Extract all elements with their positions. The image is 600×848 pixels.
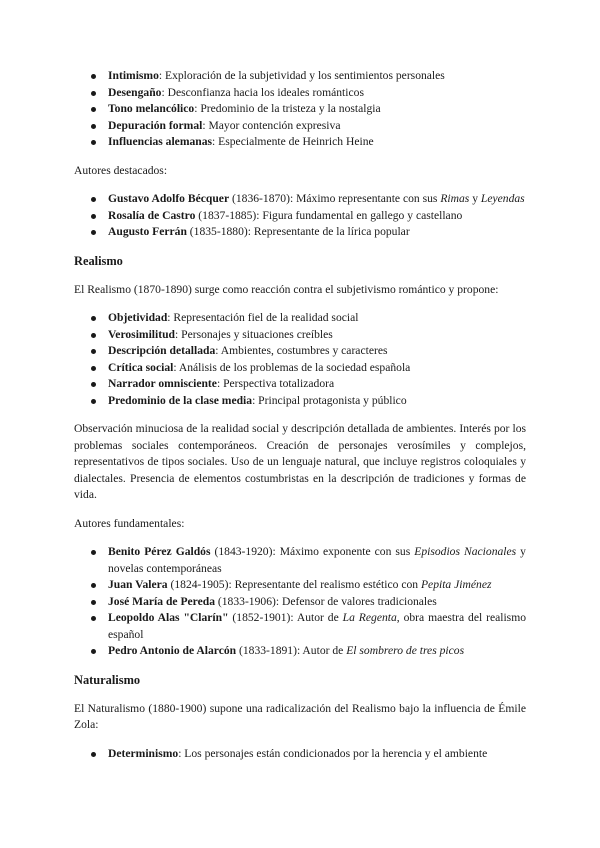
list-item: Juan Valera (1824-1905): Representante del realismo estético con Pepita Jiménez [74,577,526,594]
list-item: Narrador omnisciente: Perspectiva totalizadora [74,376,526,393]
list-item: Objetividad: Representación fiel de la realidad social [74,310,526,327]
naturalismo-intro: El Naturalismo (1880-1900) supone una radicalización del Realismo bajo la influencia de Émile Zola: [74,701,526,731]
list-item: Augusto Ferrán (1835-1880): Representante de la lírica popular [74,224,526,241]
section-heading-realismo: Realismo [74,253,123,268]
autores-destacados-list [74,191,526,241]
list-item: Descripción detallada: Ambientes, costumbres y caracteres [74,343,526,360]
list-item: Rosalía de Castro (1837-1885): Figura fundamental en gallego y castellano [74,208,526,225]
list-item: Leopoldo Alas "Clarín" (1852-1901): Autor de La Regenta, obra maestra del realismo español [74,610,526,643]
list-item: Predominio de la clase media: Principal protagonista y público [74,393,526,410]
list-item: Gustavo Adolfo Bécquer (1836-1870): Máximo representante con sus Rimas y Leyendas [74,191,526,208]
list-item: Determinismo: Los personajes están condicionados por la herencia y el ambiente [74,746,526,763]
autores-destacados-label: Autores destacados: [74,163,168,177]
section-heading-naturalismo: Naturalismo [74,672,141,687]
realismo-intro: El Realismo (1870-1890) surge como reacción contra el subjetivismo romántico y propone: [74,282,499,296]
list-item: Desengaño: Desconfianza hacia los ideales románticos [74,85,526,102]
list-item: Influencias alemanas: Especialmente de Heinrich Heine [74,134,526,151]
realismo-paragraph: Observación minuciosa de la realidad social y descripción detallada de ambientes. Interés por los problemas sociales contemporáneos. Creación de personajes verosímiles y complejos, representativos de tipos sociales. Uso de un lenguaje natural, que incluye registros coloquiales y dialectales. Presencia de elementos costumbristas en la descripción de tradiciones y formas de vida. [74,422,526,501]
list-item: Depuración formal: Mayor contención expresiva [74,118,526,135]
list-item: Crítica social: Análisis de los problemas de la sociedad española [74,360,526,377]
list-item: Tono melancólico: Predominio de la tristeza y la nostalgia [74,101,526,118]
realismo-features-list [74,310,526,409]
naturalismo-features-list [74,746,526,763]
features-list [74,68,526,151]
list-item: Benito Pérez Galdós (1843-1920): Máximo exponente con sus Episodios Nacionales y novelas contemporáneas [74,544,526,577]
list-item: Intimismo: Exploración de la subjetividad y los sentimientos personales [74,68,526,85]
list-item: José María de Pereda (1833-1906): Defensor de valores tradicionales [74,594,526,611]
list-item: Pedro Antonio de Alarcón (1833-1891): Autor de El sombrero de tres picos [74,643,526,660]
autores-fundamentales-label: Autores fundamentales: [74,516,185,530]
list-item: Verosimilitud: Personajes y situaciones creíbles [74,327,526,344]
autores-fundamentales-list [74,544,526,660]
